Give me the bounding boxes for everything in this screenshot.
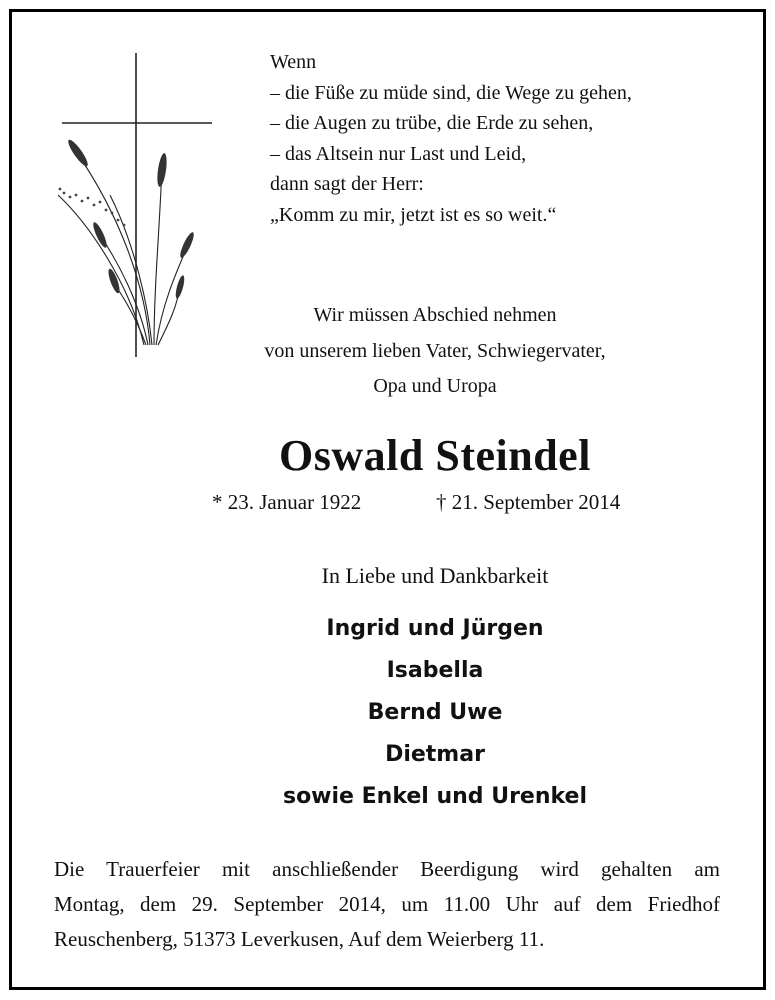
intro-line: von unserem lieben Vater, Schwiegervater, — [264, 339, 606, 362]
poem-line: dann sagt der Herr: — [270, 173, 424, 195]
notice-line: Montag, dem 29. September 2014, um 11.00 Uhr auf dem Friedhof — [54, 892, 720, 916]
family-list — [200, 608, 670, 818]
poem-line: – das Altsein nur Last und Leid, — [270, 142, 527, 165]
family-member: Dietmar — [385, 742, 485, 767]
family-member: Isabella — [386, 658, 484, 683]
family-member: Ingrid und Jürgen — [326, 616, 544, 641]
notice-line: Reuschenberg, 51373 Leverkusen, Auf dem Weierberg 11. — [54, 927, 545, 951]
poem — [270, 47, 632, 230]
family-member: Bernd Uwe — [367, 700, 503, 725]
intro-text — [200, 298, 670, 405]
poem-line: – die Füße zu müde sind, die Wege zu gehen, — [270, 81, 632, 104]
funeral-notice — [54, 852, 720, 957]
birth-date: * 23. Januar 1922 — [212, 490, 362, 514]
family-member: sowie Enkel und Urenkel — [282, 784, 588, 809]
intro-line: Wir müssen Abschied nehmen — [313, 304, 557, 326]
intro-line: Opa und Uropa — [373, 375, 497, 397]
deceased-name: Oswald Steindel — [279, 431, 591, 480]
cross-with-wheat-icon — [50, 45, 220, 365]
death-date: † 21. September 2014 — [436, 490, 621, 514]
poem-line: – die Augen zu trübe, die Erde zu sehen, — [270, 112, 594, 134]
thanks-line: In Liebe und Dankbarkeit — [321, 563, 549, 588]
notice-line: Die Trauerfeier mit anschließender Beerdigung wird gehalten am — [54, 857, 720, 881]
poem-line: Wenn — [270, 51, 317, 73]
poem-line: „Komm zu mir, jetzt ist es so weit.“ — [270, 203, 557, 226]
